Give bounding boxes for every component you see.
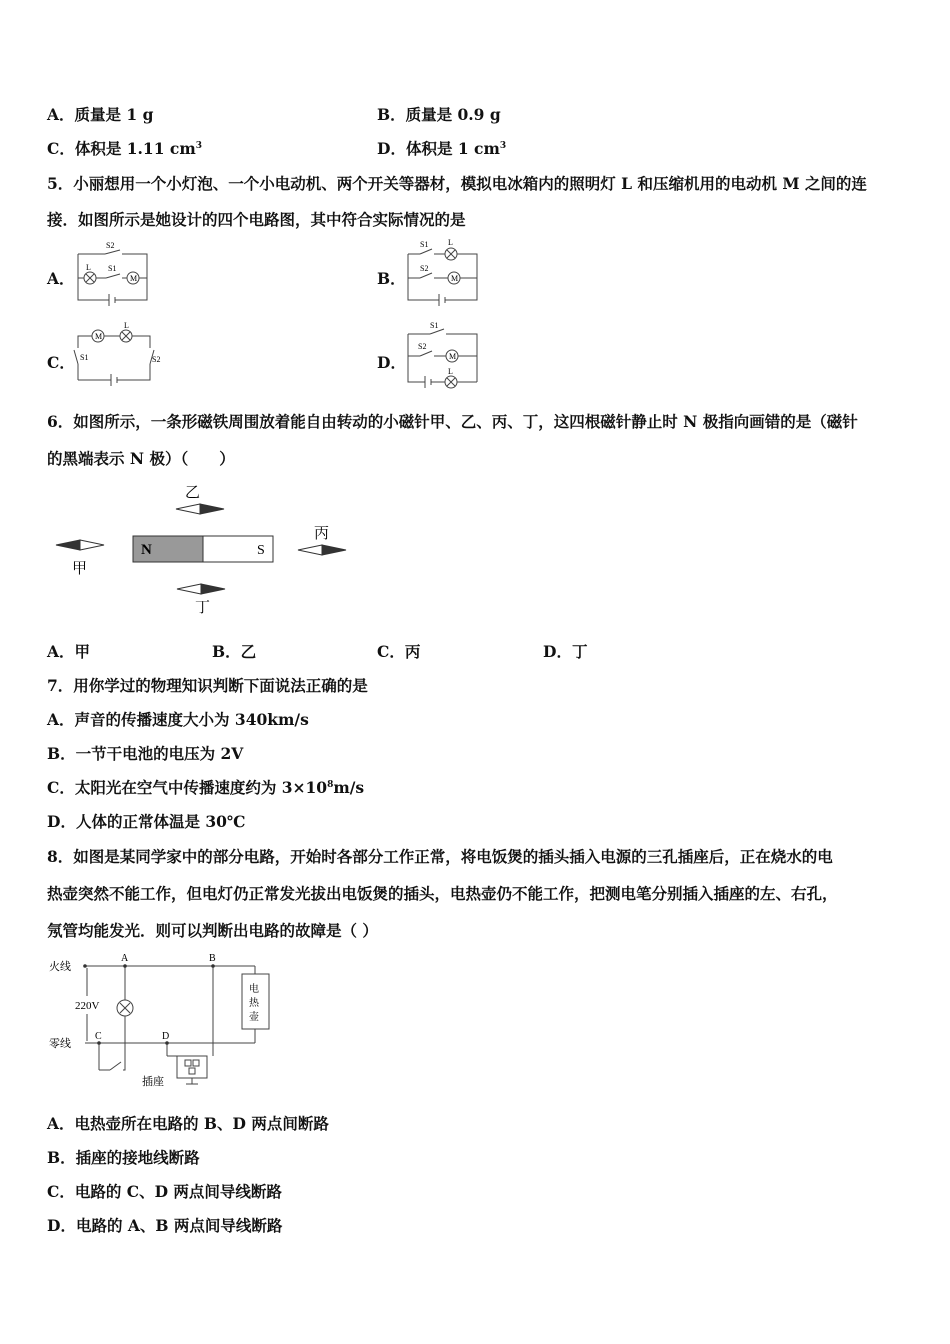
q4-option-a[interactable]: A．质量是 1 g <box>47 105 154 124</box>
q5-circuit-a <box>70 238 155 308</box>
q4-option-c[interactable] <box>47 137 202 159</box>
q6-option-d[interactable]: D．丁 <box>543 642 588 661</box>
q8-neutral-wire-label: 零线 <box>49 1038 71 1050</box>
needle-yi-label: 乙 <box>185 485 201 501</box>
q5d-l-label: L <box>448 367 453 376</box>
q8-stem-line3: 氖管均能发光．则可以判断出电路的故障是（ ） <box>47 921 378 940</box>
q5a-m-label: M <box>130 274 138 283</box>
q5a-l-label: L <box>86 263 91 272</box>
q6-magnet-figure <box>50 478 360 618</box>
q8-a-dot <box>123 964 127 968</box>
q5d-m-label: M <box>449 352 457 361</box>
q5c-s2-label: S2 <box>152 355 161 364</box>
q4-option-c-sup: 3 <box>195 140 202 151</box>
magnet-s-label: S <box>257 543 265 558</box>
q5b-s1-label: S1 <box>420 240 429 249</box>
q8-kettle-char1: 电 <box>249 984 259 995</box>
q5a-s2-label: S2 <box>106 241 115 250</box>
q5d-s2-label: S2 <box>418 342 427 351</box>
q7-option-a[interactable]: A．声音的传播速度大小为 340km/s <box>47 710 309 729</box>
q4-option-b[interactable]: B．质量是 0.9 g <box>377 105 501 124</box>
q5-option-d[interactable]: D． <box>377 353 406 372</box>
q8-point-b: B <box>209 953 216 964</box>
q5-circuit-b <box>400 236 485 308</box>
q7-option-b[interactable]: B．一节干电池的电压为 2V <box>47 744 244 763</box>
q8-stem-line1: 8．如图是某同学家中的部分电路，开始时各部分工作正常，将电饭煲的插头插入电源的三孔插座后，正在烧水的电 <box>47 847 833 866</box>
q8-fire-dot <box>83 964 87 968</box>
q5b-l-label: L <box>448 238 453 247</box>
q8-b-dot <box>211 964 215 968</box>
q5b-s2-label: S2 <box>420 264 429 273</box>
q4-option-d-sup: 3 <box>499 140 507 151</box>
q8-option-d[interactable]: D．电路的 A、B 两点间导线断路 <box>47 1216 283 1235</box>
q6-option-a[interactable]: A．甲 <box>47 642 91 661</box>
q7-option-c-text: C．太阳光在空气中传播速度约为 3×10 <box>47 778 328 797</box>
q8-option-c[interactable]: C．电路的 C、D 两点间导线断路 <box>47 1182 282 1201</box>
q5-option-b[interactable]: B． <box>377 269 406 288</box>
q7-option-d[interactable]: D．人体的正常体温是 30℃ <box>47 812 246 831</box>
q6-option-c[interactable]: C．丙 <box>377 642 421 661</box>
q8-point-c: C <box>95 1031 102 1042</box>
q5-stem-line1: 5．小丽想用一个小灯泡、一个小电动机、两个开关等器材，模拟电冰箱内的照明灯 L 和压缩机用的电动机 M 之间的连 <box>47 174 867 193</box>
q5c-s1-label: S1 <box>80 353 89 362</box>
q8-socket-label: 插座 <box>142 1076 164 1088</box>
needle-ding-label: 丁 <box>195 600 211 616</box>
q8-stem-line2: 热壶突然不能工作，但电灯仍正常发光拔出电饭煲的插头，电热壶仍不能工作，把测电笔分别插入插座的左、右孔， <box>47 884 838 903</box>
q8-point-a: A <box>121 953 129 964</box>
q5-circuit-d <box>400 318 485 392</box>
q5-option-a[interactable]: A． <box>47 269 75 288</box>
q8-fire-wire-label: 火线 <box>49 961 71 973</box>
magnet-n-label: N <box>141 542 152 558</box>
needle-bing <box>298 545 346 555</box>
q7-option-c[interactable] <box>47 776 364 798</box>
q5a-s1-label: S1 <box>108 264 117 273</box>
needle-jia <box>56 540 104 550</box>
q6-option-b[interactable]: B．乙 <box>212 642 257 661</box>
q8-kettle-char3: 壶 <box>249 1012 259 1023</box>
q6-stem-line1: 6．如图所示，一条形磁铁周围放着能自由转动的小磁针甲、乙、丙、丁，这四根磁针静止时 N 极指向画错的是（磁针 <box>47 412 858 431</box>
q5b-m-label: M <box>451 274 459 283</box>
q8-kettle-char2: 热 <box>249 998 259 1009</box>
q5-circuit-c <box>70 320 162 392</box>
q8-point-d: D <box>162 1031 170 1042</box>
q7-option-c-sup: 8 <box>327 779 334 790</box>
needle-bing-label: 丙 <box>314 526 330 542</box>
q4-option-d-text: D．体积是 1 cm <box>377 139 500 158</box>
q4-option-c-text: C．体积是 1.11 cm <box>47 139 196 158</box>
q4-option-d[interactable] <box>377 137 506 159</box>
q5c-m-label: M <box>95 332 103 341</box>
q8-option-b[interactable]: B．插座的接地线断路 <box>47 1148 200 1167</box>
q5-option-c[interactable]: C． <box>47 353 75 372</box>
q8-circuit-figure <box>45 948 275 1093</box>
q8-option-a[interactable]: A．电热壶所在电路的 B、D 两点间断路 <box>47 1114 329 1133</box>
needle-yi <box>176 504 224 514</box>
needle-ding <box>177 584 225 594</box>
q7-stem: 7．用你学过的物理知识判断下面说法正确的是 <box>47 676 368 695</box>
needle-jia-label: 甲 <box>72 561 88 577</box>
q5-stem-line2: 接．如图所示是她设计的四个电路图，其中符合实际情况的是 <box>47 210 466 229</box>
q7-option-c-unit: m/s <box>333 778 365 797</box>
q5c-l-label: L <box>124 321 129 330</box>
q8-voltage-label: 220V <box>75 1000 100 1012</box>
q5d-s1-label: S1 <box>430 321 439 330</box>
q6-stem-line2: 的黑端表示 N 极）（ ） <box>47 449 235 468</box>
